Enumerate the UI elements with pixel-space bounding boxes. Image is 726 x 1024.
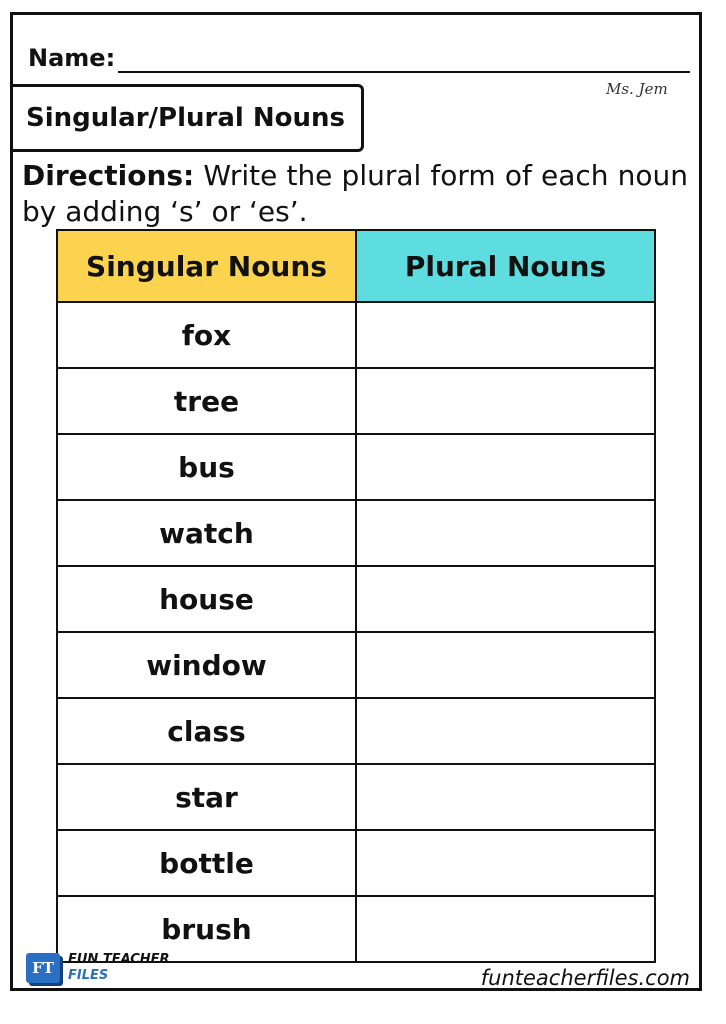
website-url: funteacherfiles.com — [480, 966, 690, 990]
name-label: Name: — [28, 44, 116, 72]
plural-answer-cell[interactable] — [356, 830, 655, 896]
logo-text — [68, 952, 170, 984]
name-input-line[interactable] — [118, 71, 690, 73]
ft-logo-icon: FT — [26, 953, 60, 983]
singular-noun: class — [57, 698, 356, 764]
plural-answer-cell[interactable] — [356, 500, 655, 566]
singular-noun: watch — [57, 500, 356, 566]
table-row — [57, 368, 655, 434]
singular-noun: window — [57, 632, 356, 698]
singular-nouns-header: Singular Nouns — [57, 230, 356, 302]
plural-answer-cell[interactable] — [356, 896, 655, 962]
fun-teacher-files-logo — [26, 952, 170, 984]
directions-label: Directions: — [22, 159, 195, 192]
directions — [22, 158, 688, 230]
singular-noun: bus — [57, 434, 356, 500]
directions-text: Write the plural form of each noun by adding ‘s’ or ‘es’. — [22, 159, 688, 228]
table-row — [57, 434, 655, 500]
nouns-table — [56, 229, 656, 963]
table-row — [57, 764, 655, 830]
plural-answer-cell[interactable] — [356, 368, 655, 434]
table-row — [57, 830, 655, 896]
plural-answer-cell[interactable] — [356, 764, 655, 830]
plural-answer-cell[interactable] — [356, 632, 655, 698]
plural-answer-cell[interactable] — [356, 434, 655, 500]
singular-noun: star — [57, 764, 356, 830]
singular-noun: tree — [57, 368, 356, 434]
singular-noun: fox — [57, 302, 356, 368]
logo-line-1: FUN TEACHER — [68, 952, 170, 967]
plural-answer-cell[interactable] — [356, 698, 655, 764]
table-header-row — [57, 230, 655, 302]
table-row — [57, 632, 655, 698]
plural-nouns-header: Plural Nouns — [356, 230, 655, 302]
plural-answer-cell[interactable] — [356, 566, 655, 632]
singular-noun: brush — [57, 896, 356, 962]
plural-answer-cell[interactable] — [356, 302, 655, 368]
author-signature: Ms. Jem — [606, 80, 668, 98]
worksheet-title: Singular/Plural Nouns — [26, 103, 345, 133]
singular-noun: bottle — [57, 830, 356, 896]
title-box — [10, 84, 364, 152]
table-row — [57, 698, 655, 764]
logo-line-2: FILES — [68, 968, 109, 983]
table-row — [57, 302, 655, 368]
table-row — [57, 500, 655, 566]
singular-noun: house — [57, 566, 356, 632]
table-row — [57, 566, 655, 632]
